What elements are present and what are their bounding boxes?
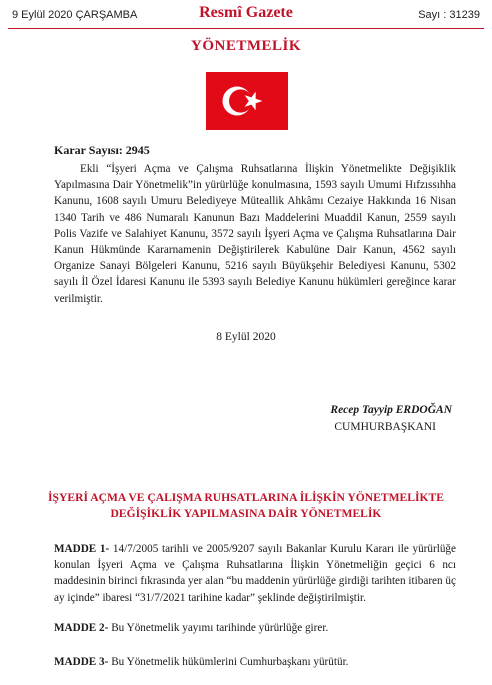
article-1-label: MADDE 1- [54,543,110,555]
decision-date: 8 Eylül 2020 [216,331,276,343]
regulation-title-line-1: İŞYERİ AÇMA VE ÇALIŞMA RUHSATLARINA İLİŞKİN YÖNETMELİKTE [48,491,444,504]
signatory-name: Recep Tayyip ERDOĞAN [330,404,452,416]
header-date: 9 Eylül 2020 ÇARŞAMBA [12,9,138,21]
article-1-text: 14/7/2005 tarihli ve 2005/9207 sayılı Bakanlar Kurulu Kararı ile yürürlüğe konulan İşyeri Açma ve Çalışma Ruhsatlarına İlişkin Yönetmeliğin geçici 6 ncı maddesinin birinci fıkrasında yer alan “bu maddenin yürürlüğe girdiği tarihten itibaren üç ay içinde” ibaresi “31/7/2021 tarihine kadar” şeklinde değiştirilmiştir. [54,543,456,604]
header-divider [8,28,484,29]
decision-body: Ekli “İşyeri Açma ve Çalışma Ruhsatlarına İlişkin Yönetmelikte Değişiklik Yapılmasına Dair Yönetmelik”in yürürlüğe konulmasına, 1593 sayılı Umumi Hıfzıssıhha Kanunu, 1608 sayılı Umuru Belediyeye Müteallik Ahkâmı Cezaiye Hakkında 16 Nisan 1340 Tarih ve 486 Numaralı Kanunun Bazı Maddelerini Muaddil Kanun, 2559 sayılı Polis Vazife ve Salahiyet Kanunu, 3572 sayılı İşyeri Açma ve Çalışma Ruhsatlarına Dair Kanun Hükmünde Kararnamenin Değiştirilerek Kabulüne Dair Kanun, 4562 sayılı Organize Sanayi Bölgeleri Kanunu, 5216 sayılı Büyükşehir Belediyesi Kanunu, 5302 sayılı İl Özel İdaresi Kanunu ile 5393 sayılı Belediye Kanunu hükümleri gereğince karar verilmiştir. [54,163,456,305]
article-2 [54,620,456,636]
regulation-title [30,490,462,522]
issue-number: Sayı : 31239 [418,9,480,21]
article-2-label: MADDE 2- [54,622,109,634]
article-3 [54,654,456,670]
article-2-text: Bu Yönetmelik yayımı tarihinde yürürlüğe girer. [108,622,329,634]
article-3-text: Bu Yönetmelik hükümlerini Cumhurbaşkanı yürütür. [108,656,349,668]
section-title: YÖNETMELİK [190,38,301,54]
turkish-flag-icon [206,72,288,130]
regulation-title-line-2: DEĞİŞİKLİK YAPILMASINA DAİR YÖNETMELİK [110,507,382,520]
article-1 [54,541,456,606]
gazette-title: Resmî Gazete [199,4,293,21]
gazette-header [0,0,492,30]
signatory-title: CUMHURBAŞKANI [334,421,436,433]
decision-number: Karar Sayısı: 2945 [54,143,150,157]
article-3-label: MADDE 3- [54,656,109,668]
